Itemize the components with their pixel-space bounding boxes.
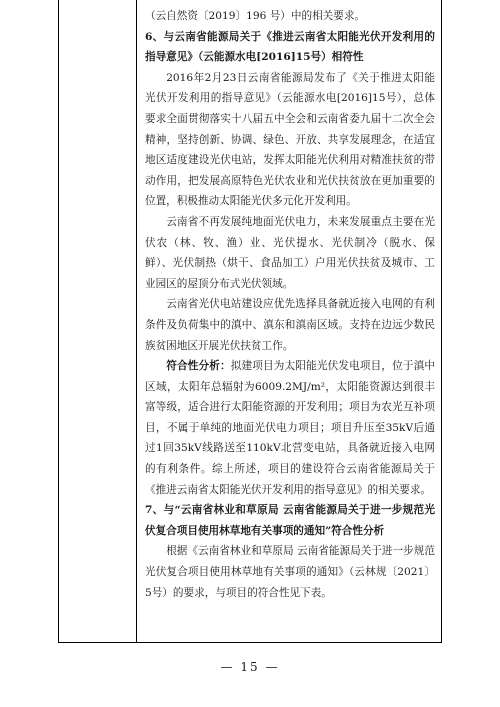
paragraph-guidance: 2016年2月23日云南省能源局发布了《关于推进太阳能光伏开发利用的指导意见》（云能源水电[2016]15号），总体要求全面贯彻落实十八届五中全会和云南省委九届十二次全会精神，坚持创新、协调、绿色、开放、共享发展理念，在适宜地区适度建设光伏电站，发挥太阳能光伏利用对精准扶贫的带动作用，把发展高原特色光伏农业和光伏扶贫放在更加重要的位置，积极推动太阳能光伏多元化开发利用。 [145,71,435,208]
section-heading-7: 7、与“云南省林业和草原局 云南省能源局关于进一步规范光伏复合项目使用林草地有关事项的通知”符合性分析 [145,504,435,537]
table-left-column [59,0,137,642]
paragraph-compliance-analysis [145,356,435,500]
page-number: — 15 — [220,660,280,674]
compliance-label: 符合性分析： [166,360,231,373]
document-content [145,6,435,603]
compliance-text: 拟建项目为太阳能光伏发电项目，位于滇中区域，太阳年总辐射为6009.2MJ/m²，太阳能资源达到很丰富等级，适合进行太阳能资源的开发利用；项目为农光互补项目，不属于单纯的地面光伏电力项目；项目升压至35kV后通过1回35kV线路送至110kV北营变电站，具备就近接入电网的有利条件。综上所述，项目的建设符合云南省能源局关于《推进云南省太阳能光伏开发利用的指导意见》的相关要求。 [145,360,436,496]
section-heading-6: 6、与云南省能源局关于《推进云南省太阳能光伏开发利用的指导意见》（云能源水电[2016]15号）相符性 [145,30,435,64]
table-frame [58,0,442,643]
paragraph-site-selection: 云南省光伏电站建设应优先选择具备就近接入电网的有利条件及负荷集中的滇中、滇东和滇南区域。支持在边远少数民族贫困地区开展光伏扶贫工作。 [145,298,435,352]
paragraph-reference: （云自然资〔2019〕196 号）中的相关要求。 [145,10,366,22]
paragraph-notice-requirements: 根据《云南省林业和草原局 云南省能源局关于进一步规范光伏复合项目使用林草地有关事项的通知》（云林规〔2021〕5号）的要求，与项目的符合性见下表。 [145,545,435,599]
paragraph-development-focus: 云南省不再发展纯地面光伏电力，未来发展重点主要在光伏农（林、牧、渔）业、光伏提水、光伏制冷（脱水、保鲜）、光伏制热（烘干、食品加工）户用光伏扶贫及城市、工业园区的屋顶分布式光伏领域。 [145,215,435,290]
